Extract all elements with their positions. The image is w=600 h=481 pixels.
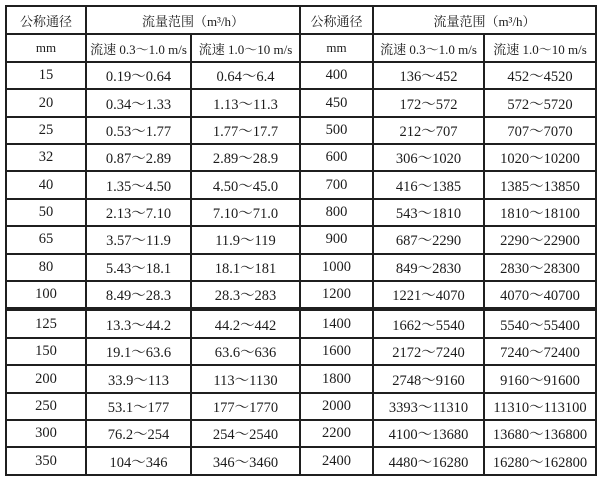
table-row — [6, 117, 596, 144]
header-unit-left: mm — [6, 34, 86, 62]
table-header — [6, 6, 596, 62]
cell-diameter-left: 300 — [6, 420, 86, 447]
cell-flow-high-right: 16280～162800 — [484, 447, 596, 475]
cell-diameter-left: 200 — [6, 365, 86, 392]
cell-flow-high-right: 2830～28300 — [484, 254, 596, 281]
cell-diameter-right: 600 — [300, 144, 373, 171]
cell-diameter-right: 700 — [300, 171, 373, 198]
cell-diameter-left: 40 — [6, 171, 86, 198]
cell-flow-low-right: 687～2290 — [373, 226, 484, 253]
cell-diameter-left: 15 — [6, 62, 86, 89]
table-row — [6, 171, 596, 198]
header-diameter-left: 公称通径 — [6, 6, 86, 34]
cell-flow-low-left: 76.2～254 — [86, 420, 191, 447]
cell-flow-high-right: 5540～55400 — [484, 309, 596, 338]
cell-flow-high-right: 9160～91600 — [484, 365, 596, 392]
cell-diameter-right: 2000 — [300, 393, 373, 420]
table-row — [6, 447, 596, 475]
table-row — [6, 62, 596, 89]
cell-diameter-left: 100 — [6, 281, 86, 310]
cell-flow-low-left: 0.34～1.33 — [86, 89, 191, 116]
cell-diameter-left: 50 — [6, 199, 86, 226]
cell-flow-low-right: 212～707 — [373, 117, 484, 144]
cell-flow-low-right: 1662～5540 — [373, 309, 484, 338]
table-row — [6, 393, 596, 420]
cell-flow-low-left: 2.13～7.10 — [86, 199, 191, 226]
cell-flow-low-left: 19.1～63.6 — [86, 338, 191, 365]
cell-flow-high-right: 452～4520 — [484, 62, 596, 89]
cell-flow-low-right: 543～1810 — [373, 199, 484, 226]
cell-diameter-right: 1400 — [300, 309, 373, 338]
cell-flow-low-left: 0.87～2.89 — [86, 144, 191, 171]
table-row — [6, 338, 596, 365]
header-velocity-low-right: 流速 0.3～1.0 m/s — [373, 34, 484, 62]
cell-flow-low-right: 1221～4070 — [373, 281, 484, 310]
header-velocity-low-left: 流速 0.3～1.0 m/s — [86, 34, 191, 62]
cell-flow-low-left: 3.57～11.9 — [86, 226, 191, 253]
table-row — [6, 281, 596, 310]
cell-flow-high-left: 11.9～119 — [191, 226, 300, 253]
cell-diameter-left: 125 — [6, 309, 86, 338]
table-row — [6, 89, 596, 116]
table-row — [6, 420, 596, 447]
cell-flow-high-left: 1.13～11.3 — [191, 89, 300, 116]
table-row — [6, 365, 596, 392]
table-header-row-top — [6, 6, 596, 34]
header-diameter-right: 公称通径 — [300, 6, 373, 34]
table-row — [6, 199, 596, 226]
cell-diameter-left: 65 — [6, 226, 86, 253]
cell-diameter-right: 1600 — [300, 338, 373, 365]
cell-flow-low-right: 172～572 — [373, 89, 484, 116]
header-flow-range-right: 流量范围（m³/h） — [373, 6, 596, 34]
cell-diameter-right: 800 — [300, 199, 373, 226]
table-row — [6, 309, 596, 338]
cell-flow-low-right: 4480～16280 — [373, 447, 484, 475]
cell-flow-low-left: 0.19～0.64 — [86, 62, 191, 89]
cell-flow-low-left: 5.43～18.1 — [86, 254, 191, 281]
cell-diameter-left: 350 — [6, 447, 86, 475]
cell-diameter-right: 1200 — [300, 281, 373, 310]
flow-range-table — [5, 5, 597, 476]
cell-flow-high-left: 177～1770 — [191, 393, 300, 420]
cell-flow-low-right: 136～452 — [373, 62, 484, 89]
cell-flow-low-left: 104～346 — [86, 447, 191, 475]
cell-flow-high-right: 7240～72400 — [484, 338, 596, 365]
cell-flow-high-left: 63.6～636 — [191, 338, 300, 365]
cell-flow-high-left: 254～2540 — [191, 420, 300, 447]
cell-flow-high-left: 44.2～442 — [191, 309, 300, 338]
cell-flow-high-right: 11310～113100 — [484, 393, 596, 420]
cell-flow-high-right: 13680～136800 — [484, 420, 596, 447]
cell-flow-high-left: 113～1130 — [191, 365, 300, 392]
cell-flow-high-left: 0.64～6.4 — [191, 62, 300, 89]
header-velocity-high-right: 流速 1.0～10 m/s — [484, 34, 596, 62]
cell-diameter-right: 1000 — [300, 254, 373, 281]
cell-diameter-right: 2400 — [300, 447, 373, 475]
table-row — [6, 226, 596, 253]
cell-diameter-right: 2200 — [300, 420, 373, 447]
cell-flow-low-right: 2172～7240 — [373, 338, 484, 365]
cell-flow-low-right: 416～1385 — [373, 171, 484, 198]
cell-diameter-right: 900 — [300, 226, 373, 253]
cell-diameter-left: 32 — [6, 144, 86, 171]
header-unit-right: mm — [300, 34, 373, 62]
cell-flow-high-right: 1020～10200 — [484, 144, 596, 171]
cell-flow-low-left: 53.1～177 — [86, 393, 191, 420]
cell-diameter-left: 20 — [6, 89, 86, 116]
cell-flow-high-right: 572～5720 — [484, 89, 596, 116]
cell-diameter-left: 250 — [6, 393, 86, 420]
cell-flow-high-right: 4070～40700 — [484, 281, 596, 310]
cell-diameter-left: 25 — [6, 117, 86, 144]
cell-flow-low-left: 13.3～44.2 — [86, 309, 191, 338]
cell-flow-high-left: 2.89～28.9 — [191, 144, 300, 171]
cell-flow-high-left: 1.77～17.7 — [191, 117, 300, 144]
cell-diameter-left: 80 — [6, 254, 86, 281]
cell-flow-low-right: 4100～13680 — [373, 420, 484, 447]
cell-flow-high-left: 18.1～181 — [191, 254, 300, 281]
table-row — [6, 254, 596, 281]
cell-flow-high-right: 707～7070 — [484, 117, 596, 144]
table-row — [6, 144, 596, 171]
cell-diameter-left: 150 — [6, 338, 86, 365]
cell-flow-high-left: 28.3～283 — [191, 281, 300, 310]
table-body — [6, 62, 596, 475]
cell-flow-low-right: 306～1020 — [373, 144, 484, 171]
table-header-row-sub — [6, 34, 596, 62]
cell-flow-high-left: 4.50～45.0 — [191, 171, 300, 198]
cell-flow-low-left: 0.53～1.77 — [86, 117, 191, 144]
cell-flow-low-right: 849～2830 — [373, 254, 484, 281]
cell-flow-high-right: 2290～22900 — [484, 226, 596, 253]
cell-flow-low-right: 2748～9160 — [373, 365, 484, 392]
cell-flow-high-left: 346～3460 — [191, 447, 300, 475]
cell-diameter-right: 1800 — [300, 365, 373, 392]
cell-flow-high-right: 1385～13850 — [484, 171, 596, 198]
header-velocity-high-left: 流速 1.0～10 m/s — [191, 34, 300, 62]
cell-diameter-right: 500 — [300, 117, 373, 144]
cell-flow-low-right: 3393～11310 — [373, 393, 484, 420]
header-flow-range-left: 流量范围（m³/h） — [86, 6, 300, 34]
cell-diameter-right: 450 — [300, 89, 373, 116]
cell-flow-high-left: 7.10～71.0 — [191, 199, 300, 226]
cell-flow-low-left: 1.35～4.50 — [86, 171, 191, 198]
cell-flow-high-right: 1810～18100 — [484, 199, 596, 226]
cell-flow-low-left: 8.49～28.3 — [86, 281, 191, 310]
cell-flow-low-left: 33.9～113 — [86, 365, 191, 392]
cell-diameter-right: 400 — [300, 62, 373, 89]
